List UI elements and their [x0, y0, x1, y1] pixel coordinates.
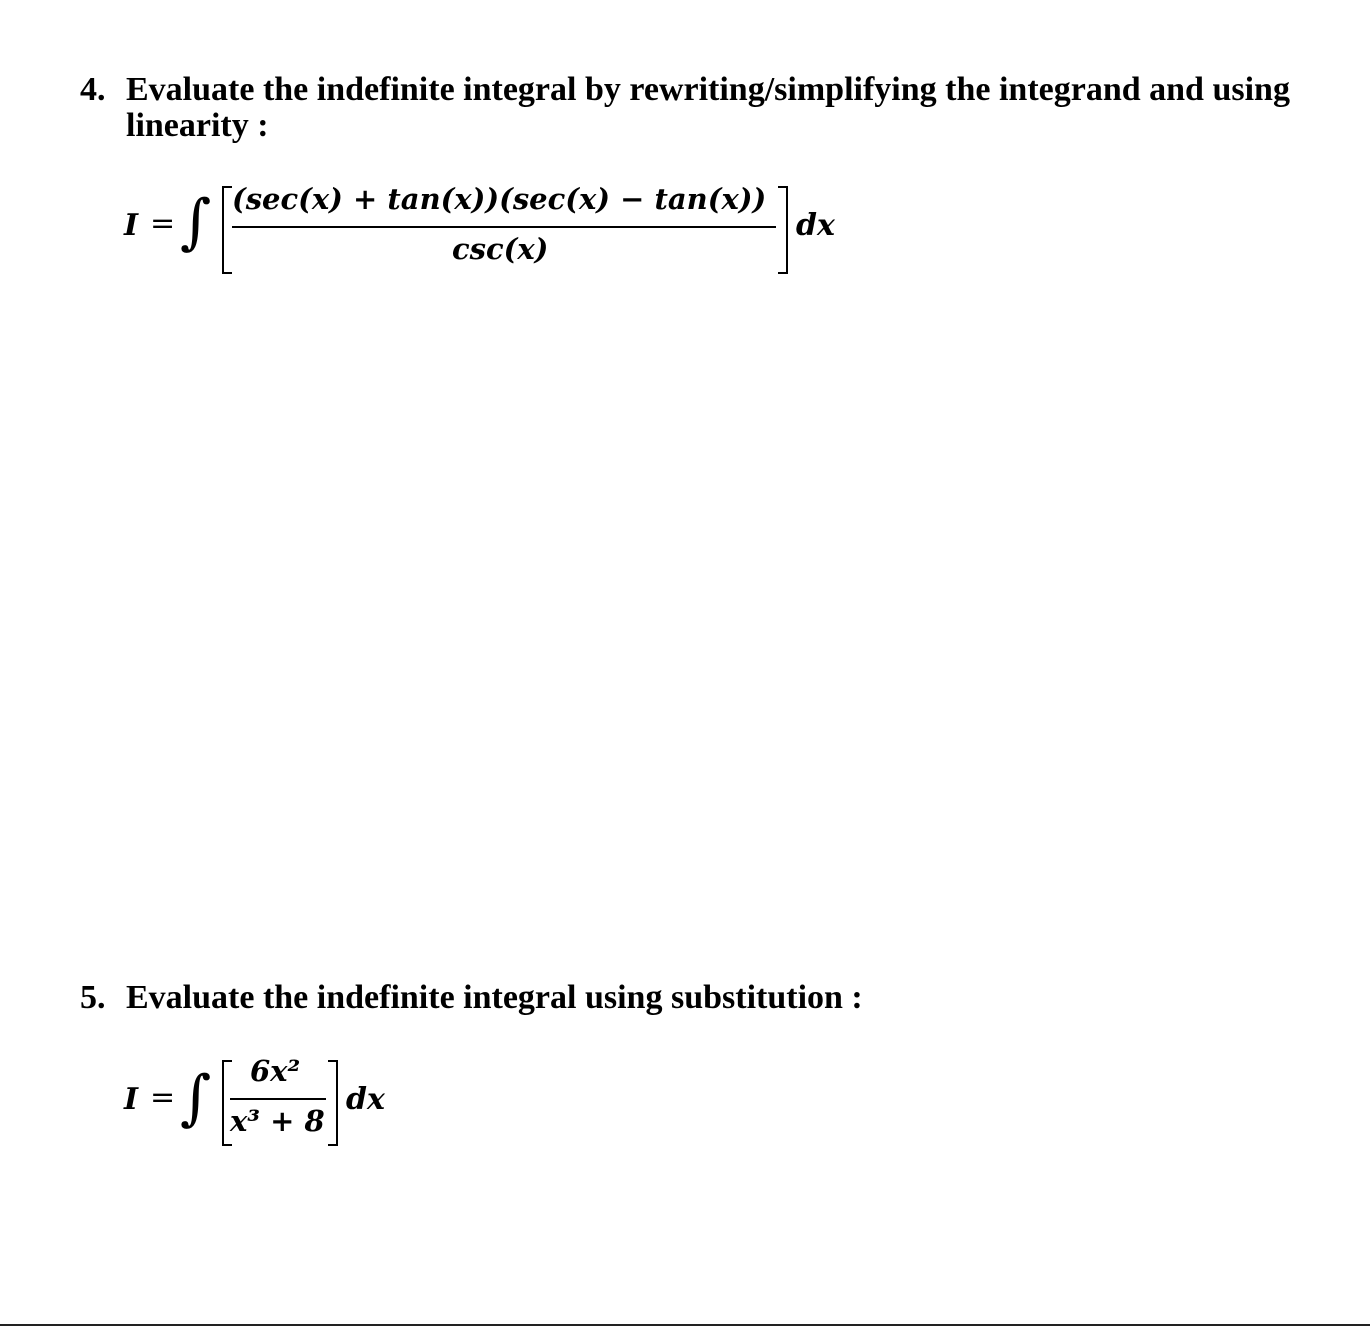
- equation-lhs: I: [124, 1082, 139, 1117]
- problem-4-instruction-line1: Evaluate the indefinite integral by rewriting/simplifying the integrand and using: [126, 71, 1290, 108]
- differential: dx: [346, 1082, 385, 1117]
- problem-5-instruction: Evaluate the indefinite integral using substitution :: [126, 979, 863, 1016]
- denominator: x³ + 8: [230, 1104, 325, 1138]
- right-bracket: [778, 186, 788, 274]
- integral-sign: ∫: [180, 1063, 212, 1133]
- fraction-bar: [232, 226, 776, 228]
- right-bracket: [328, 1060, 338, 1146]
- numerator: (sec(x) + tan(x))(sec(x) − tan(x)): [232, 182, 767, 216]
- integral-sign: ∫: [180, 187, 212, 257]
- equals-sign: =: [150, 1080, 176, 1115]
- fraction-bar: [230, 1098, 326, 1100]
- problem-4-heading: [80, 72, 1290, 108]
- differential: dx: [796, 208, 835, 243]
- problem-4-number: 4.: [80, 71, 106, 108]
- numerator: 6x²: [250, 1054, 301, 1088]
- denominator: csc(x): [452, 232, 549, 266]
- problem-5-heading: [80, 980, 863, 1016]
- page-bottom-rule: [0, 1324, 1370, 1326]
- equation-lhs: I: [124, 208, 139, 243]
- left-bracket: [222, 186, 232, 274]
- problem-4-instruction-line2: linearity :: [126, 107, 269, 144]
- equals-sign: =: [150, 206, 176, 241]
- problem-5-number: 5.: [80, 979, 106, 1016]
